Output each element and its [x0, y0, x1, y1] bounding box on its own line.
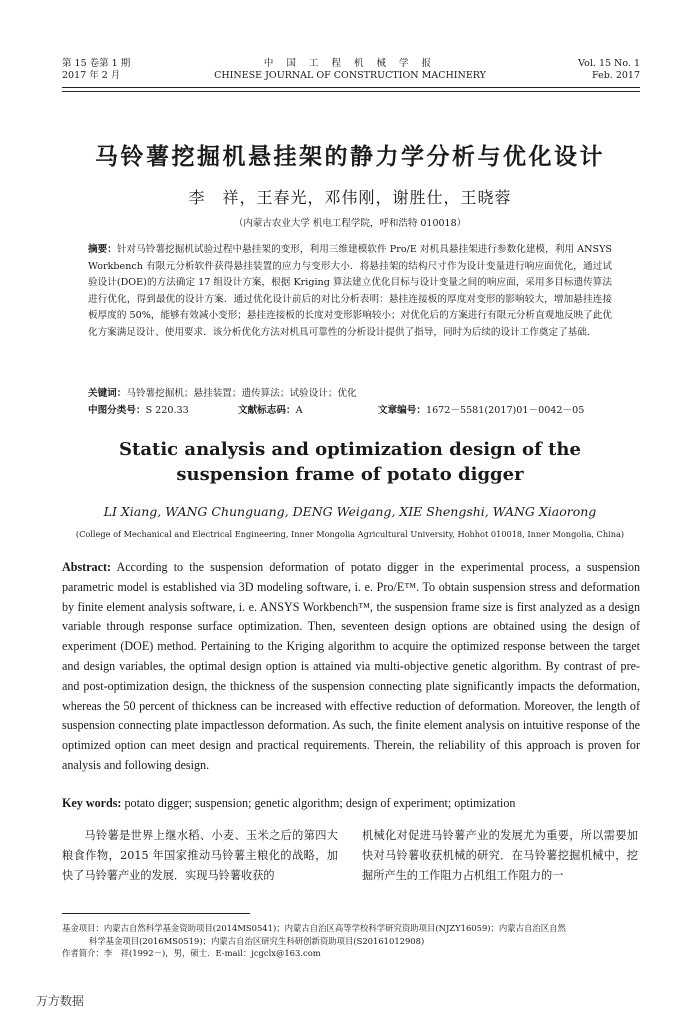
header-rule-thin — [62, 91, 640, 92]
doc-value: A — [295, 405, 303, 416]
doc-label: 文献标志码： — [238, 405, 296, 416]
issue-volume-en: Vol. 15 No. 1 — [578, 58, 640, 69]
keywords-en-label: Key words: — [62, 796, 122, 810]
abstract-cn — [88, 242, 612, 341]
authors-en: LI Xiang, WANG Chunguang, DENG Weigang, XIE Shengshi, WANG Xiaorong — [103, 504, 597, 519]
authors-cn: 李 祥，王春光，邓伟刚，谢胜仕，王晓蓉 — [188, 188, 512, 207]
article-label: 文章编号： — [378, 405, 426, 416]
funding-line-2: 科学基金项目(2016MS0519)；内蒙古自治区研究生科研创新资助项目(S20161012908) — [88, 935, 425, 946]
paper-title-en-line2: suspension frame of potato digger — [176, 464, 524, 485]
body-column-right: 机械化对促进马铃薯产业的发展尤为重要，所以需要加快对马铃薯收获机械的研究．在马铃薯挖掘机械中，挖掘所产生的工作阻力占机组工作阻力的一 — [362, 829, 638, 882]
affiliation-cn: （内蒙古农业大学 机电工程学院，呼和浩特 010018） — [233, 218, 467, 229]
author-bio: 作者简介：李 祥(1992－)，男，硕士．E-mail：jcgclx@163.com — [62, 948, 321, 958]
abstract-en-label: Abstract: — [62, 560, 112, 574]
paper-title-cn: 马铃薯挖掘机悬挂架的静力学分析与优化设计 — [95, 144, 605, 170]
issue-volume: 第 15 卷第 1 期 — [62, 58, 131, 69]
keywords-cn — [88, 386, 612, 401]
clc-value: S 220.33 — [145, 405, 189, 416]
paper-title-en-line1: Static analysis and optimization design of the — [119, 439, 581, 460]
paper-title-en — [0, 437, 700, 487]
watermark: 万方数据 — [36, 994, 85, 1008]
abstract-en — [62, 558, 640, 776]
article-number — [378, 403, 584, 418]
footnote — [62, 922, 640, 960]
keywords-en — [62, 794, 640, 814]
keywords-cn-text: 马铃薯挖掘机；悬挂装置；遗传算法；试验设计；优化 — [126, 388, 357, 399]
abstract-cn-text: 针对马铃薯挖掘机试验过程中悬挂架的变形，利用三维建模软件 Pro/E 对机具悬挂架进行参数化建模，利用 ANSYS Workbench 有限元分析软件获得悬挂装置的应力与变形大小．将悬挂架的结构尺寸作为设计变量进行响应面优化，通过试验设计(DOE)的方法确定 17 组设计方案，根据 Kriging 算法建立优化目标与设计变量之间的响应面，采用多目标遗传算法进行优化，得到最优的设计方案．通过优化设计前后的对比分析表明：悬挂连接板的厚度对变形的影响较大，增加悬挂连接板厚度的 50%，能够有效减小变形；悬挂连接板的长度对变形影响较小；对优化后的方案进行有限元分析直观地反映了此优化方案满足设计、使用要求．该分析优化方法对机具可靠性的分析设计提供了指导，同时为后续的设计工作奠定了基础． — [88, 244, 612, 338]
affiliation-en: (College of Mechanical and Electrical Engineering, Inner Mongolia Agricultural University, Hohhot 010018, Inner Mongolia, China) — [75, 529, 625, 539]
clc-label: 中图分类号： — [88, 405, 146, 416]
abstract-cn-label: 摘要： — [88, 244, 117, 255]
footnote-rule — [62, 913, 250, 914]
keywords-cn-label: 关键词： — [88, 388, 127, 399]
journal-name-cn: 中 国 工 程 机 械 学 报 — [263, 58, 437, 69]
journal-issue-right — [578, 58, 640, 82]
issue-date-en: Feb. 2017 — [592, 70, 640, 81]
clc-number — [88, 403, 189, 418]
article-value: 1672－5581(2017)01－0042－05 — [425, 405, 585, 416]
keywords-en-text: potato digger; suspension; genetic algorithm; design of experiment; optimization — [121, 796, 516, 810]
header-rule-thick — [62, 87, 640, 88]
document-code — [238, 403, 303, 418]
body-column-left: 马铃薯是世界上继水稻、小麦、玉米之后的第四大粮食作物，2015 年国家推动马铃薯主粮化的战略，加快了马铃薯产业的发展．实现马铃薯收获的 — [62, 829, 338, 882]
abstract-en-text: According to the suspension deformation of potato digger in the experimental process, a suspension parametric model is established via 3D modeling software, i. e. Pro/E™. To obtain suspension stress and deformation by finite element analysis software, i. e. ANSYS Workbench™, the suspension frame size is first analyzed as a design variable through response surface optimization. Then, seventeen design options are obtained using the design of experiment (DOE) method. Pertaining to the Kriging algorithm to acquire the optimized response between the target and design variables, the optimal design option is attained via multi-objective genetic algorithm. By contrast of pre- and post-optimization design, the thickness of the suspension connecting plate significantly impacts the deformation, whereas the 50 percent of thickness can be increased with effective reduction of deformation. Moreover, the length of suspension connecting plate impactlesson deformation. As such, the finite element analysis on intuitive response of the optimized option can meet design and practical requirements. Therein, the reliability of this approach is proven for analysis and following design. — [62, 560, 640, 772]
journal-name-en: CHINESE JOURNAL OF CONSTRUCTION MACHINERY — [214, 70, 486, 81]
funding-line-1: 基金项目：内蒙古自然科学基金资助项目(2014MS0541)；内蒙古自治区高等学校科学研究资助项目(NJZY16059)；内蒙古自治区自然 — [62, 923, 566, 933]
issue-date: 2017 年 2 月 — [62, 70, 121, 81]
